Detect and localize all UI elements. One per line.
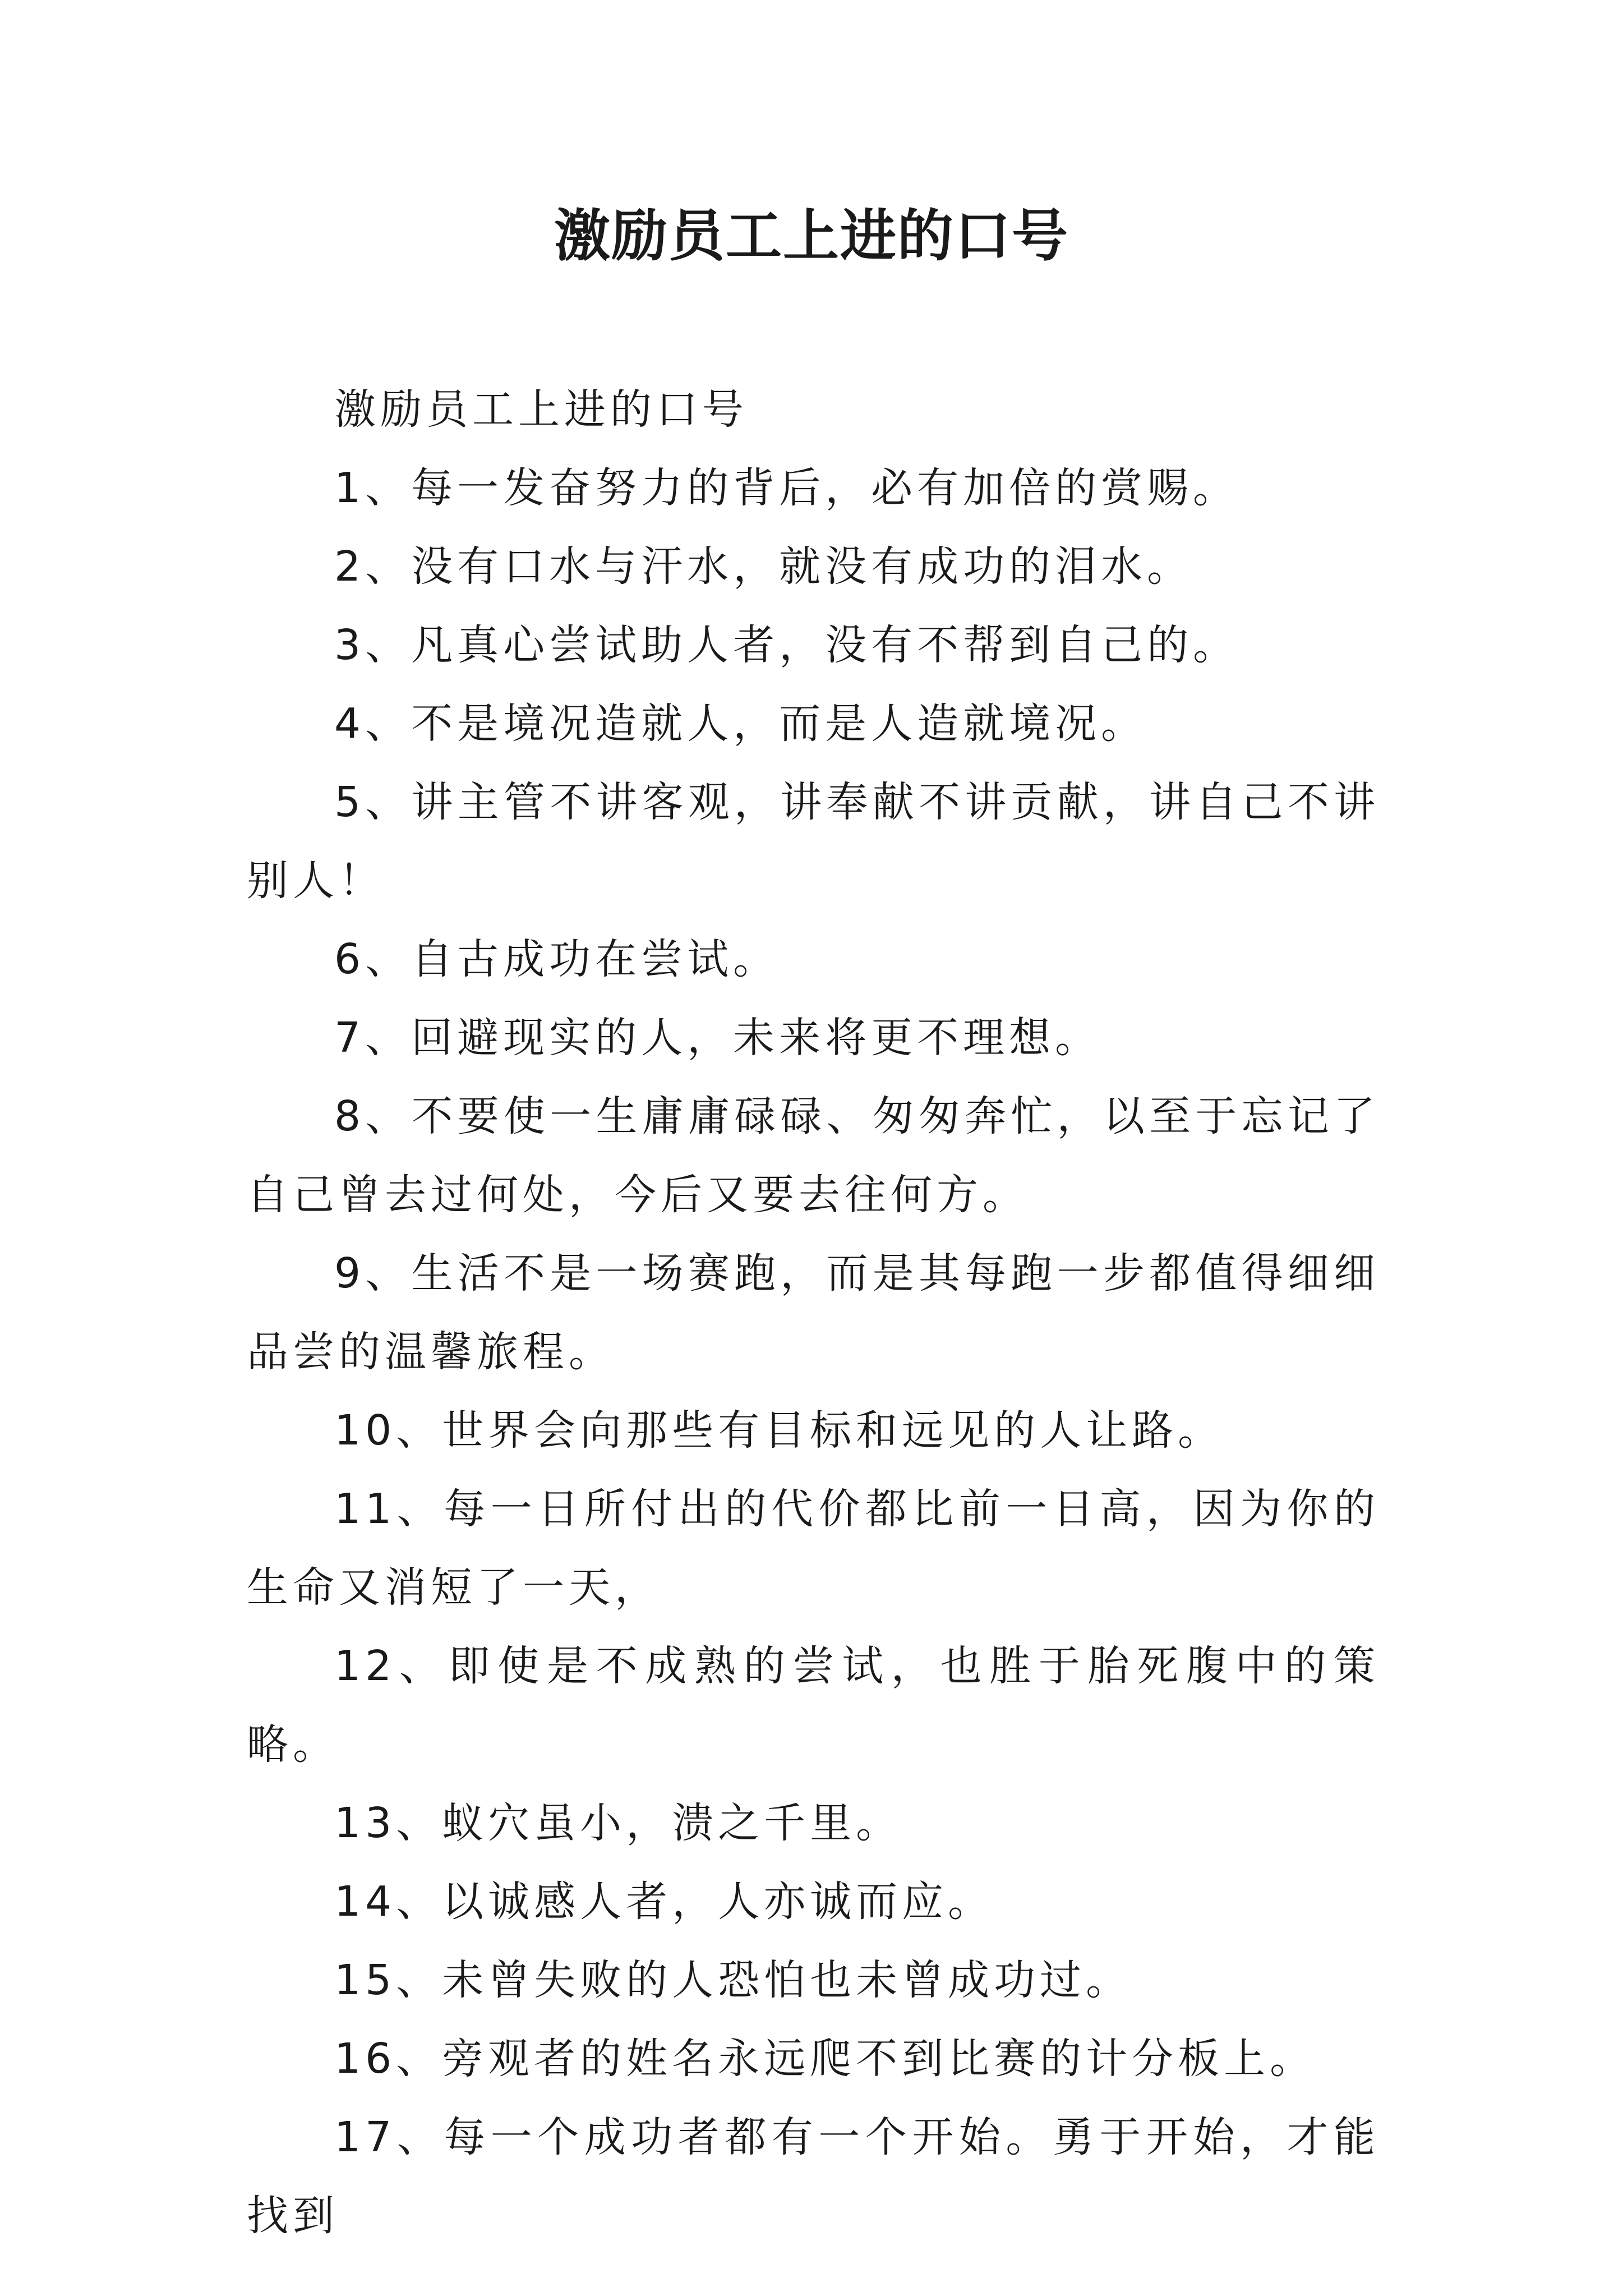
slogan-item: 9、生活不是一场赛跑，而是其每跑一步都值得细细品尝的温馨旅程。 xyxy=(247,1249,1380,1376)
paragraph-subtitle: 激励员工上进的口号 xyxy=(334,385,748,434)
slogan-item: 8、不要使一生庸庸碌碌、匆匆奔忙，以至于忘记了自己曾去过何处，今后又要去往何方。 xyxy=(247,1092,1380,1219)
slogan-item: 5、讲主管不讲客观，讲奉献不讲贡献，讲自己不讲别人！ xyxy=(247,778,1380,905)
slogan-item: 13、蚁穴虽小，溃之千里。 xyxy=(334,1799,902,1847)
slogan-item: 16、旁观者的姓名永远爬不到比赛的计分板上。 xyxy=(334,2035,1316,2083)
slogan-item: 12、即使是不成熟的尝试，也胜于胎死腹中的策略。 xyxy=(247,1642,1380,1769)
slogan-item: 7、回避现实的人，未来将更不理想。 xyxy=(334,1014,1101,1062)
slogan-item: 6、自古成功在尝试。 xyxy=(334,935,780,983)
slogan-item: 1、每一发奋努力的背后，必有加倍的赏赐。 xyxy=(334,464,1239,512)
slogan-item: 10、世界会向那些有目标和远见的人让路。 xyxy=(334,1406,1224,1455)
slogan-item: 4、不是境况造就人，而是人造就境况。 xyxy=(334,700,1147,748)
document-body xyxy=(247,370,1380,2255)
slogan-item: 2、没有口水与汗水，就没有成功的泪水。 xyxy=(334,542,1193,591)
slogan-item: 14、以诚感人者，人亦诚而应。 xyxy=(334,1878,994,1926)
slogan-item: 17、每一个成功者都有一个开始。勇于开始，才能找到 xyxy=(247,2113,1380,2240)
slogan-item: 11、每一日所付出的代价都比前一日高，因为你的生命又消短了一天， xyxy=(247,1485,1380,1612)
slogan-item: 15、未曾失败的人恐怕也未曾成功过。 xyxy=(334,1956,1132,2004)
document-title: 激励员工上进的口号 xyxy=(554,203,1069,269)
slogan-item: 3、凡真心尝试助人者，没有不帮到自己的。 xyxy=(334,621,1239,669)
